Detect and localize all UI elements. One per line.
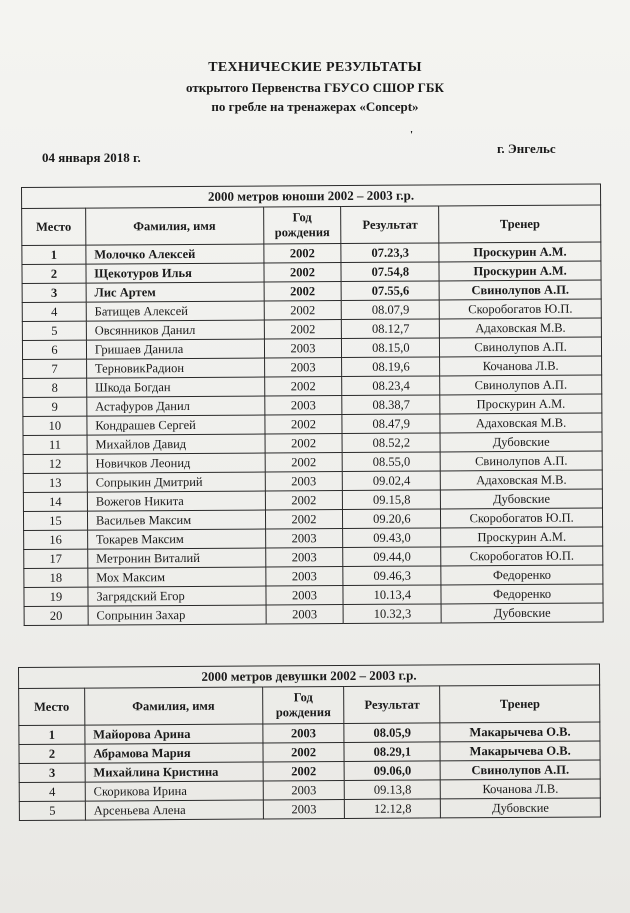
- cell-coach: Проскурин А.М.: [439, 242, 601, 262]
- cell-coach: Проскурин А.М.: [441, 527, 603, 547]
- table-body: [22, 242, 603, 626]
- cell-place: 1: [19, 725, 85, 744]
- cell-result: 08.47,9: [342, 414, 440, 434]
- cell-year: 2003: [265, 567, 343, 586]
- document-subtitle-line1: открытого Первенства ГБУСО СШОР ГБК: [186, 80, 444, 95]
- cell-name: Метронин Виталий: [88, 548, 266, 568]
- table-header-row: [19, 685, 600, 726]
- cell-year: 2002: [265, 453, 343, 472]
- column-header-year: [262, 687, 344, 724]
- cell-result: 09.15,8: [343, 490, 441, 510]
- cell-name: ТерновикРадион: [86, 358, 264, 378]
- column-header-name: Фамилия, имя: [86, 207, 264, 245]
- cell-result: 09.43,0: [343, 528, 441, 548]
- cell-result: 08.19,6: [342, 357, 440, 377]
- cell-name: Астафуров Данил: [87, 396, 265, 416]
- cell-name: Молочко Алексей: [86, 244, 264, 264]
- cell-place: 5: [22, 321, 86, 340]
- table-caption: 2000 метров юноши 2002 – 2003 г.р.: [21, 183, 601, 208]
- cell-place: 8: [23, 378, 87, 397]
- column-header-coach: Тренер: [440, 685, 600, 723]
- cell-coach: Кочанова Л.В.: [440, 356, 602, 376]
- cell-result: 09.44,0: [343, 547, 441, 567]
- cell-coach: Дубовские: [441, 603, 603, 623]
- cell-place: 9: [23, 397, 87, 416]
- cell-year: 2002: [263, 743, 345, 762]
- cell-year: 2002: [264, 320, 342, 339]
- cell-name: Гришаев Данила: [86, 339, 264, 359]
- cell-coach: Свинолупов А.П.: [440, 451, 602, 471]
- cell-result: 08.12,7: [342, 319, 440, 339]
- results-table-boys: [21, 183, 604, 626]
- cell-year: 2003: [262, 724, 344, 743]
- cell-place: 20: [24, 606, 88, 625]
- column-header-result: Результат: [341, 206, 439, 244]
- column-header-year-line2: рождения: [274, 225, 330, 240]
- cell-result: 08.23,4: [342, 376, 440, 396]
- column-header-year-line1: Год: [293, 690, 313, 705]
- cell-result: 09.46,3: [343, 566, 441, 586]
- column-header-coach: Тренер: [439, 205, 601, 243]
- cell-coach: Скоробогатов Ю.П.: [441, 508, 603, 528]
- cell-name: Михайлов Давид: [87, 434, 265, 454]
- cell-result: 09.13,8: [345, 780, 441, 800]
- cell-place: 4: [22, 302, 86, 321]
- cell-result: 08.15,0: [342, 338, 440, 358]
- cell-result: 09.06,0: [345, 761, 441, 781]
- table-row: [19, 798, 600, 821]
- table-caption: 2000 метров девушки 2002 – 2003 г.р.: [18, 663, 600, 688]
- cell-result: 08.38,7: [342, 395, 440, 415]
- cell-place: 11: [23, 435, 87, 454]
- cell-name: Сопрыкин Дмитрий: [87, 472, 265, 492]
- cell-name: Новичков Леонид: [87, 453, 265, 473]
- cell-result: 10.13,4: [343, 585, 441, 605]
- cell-coach: Свинолупов А.П.: [440, 760, 600, 780]
- cell-year: 2002: [264, 415, 342, 434]
- cell-name: Токарев Максим: [87, 529, 265, 549]
- cell-coach: Федоренко: [441, 565, 603, 585]
- document-header: [0, 58, 630, 116]
- cell-year: 2002: [263, 244, 341, 263]
- cell-year: 2002: [264, 263, 342, 282]
- cell-coach: Адаховская М.В.: [440, 413, 602, 433]
- cell-year: 2003: [265, 586, 343, 605]
- cell-year: 2002: [265, 510, 343, 529]
- cell-year: 2003: [264, 396, 342, 415]
- cell-name: Арсеньева Алена: [85, 800, 263, 820]
- cell-result: 07.55,6: [342, 281, 440, 301]
- cell-year: 2002: [265, 491, 343, 510]
- cell-coach: Свинолупов А.П.: [440, 375, 602, 395]
- document-title: ТЕХНИЧЕСКИЕ РЕЗУЛЬТАТЫ: [208, 60, 422, 75]
- cell-coach: Проскурин А.М.: [440, 394, 602, 414]
- column-header-place: Место: [19, 688, 85, 725]
- cell-place: 2: [22, 264, 86, 283]
- cell-name: Вожегов Никита: [87, 491, 265, 511]
- cell-result: 12.12,8: [345, 799, 441, 819]
- cell-place: 13: [23, 473, 87, 492]
- cell-year: 2003: [263, 781, 345, 800]
- cell-name: Абрамова Мария: [85, 743, 263, 763]
- cell-coach: Проскурин А.М.: [439, 261, 601, 281]
- cell-year: 2002: [265, 434, 343, 453]
- cell-coach: Макарычева О.В.: [440, 741, 600, 761]
- cell-coach: Свинолупов А.П.: [439, 280, 601, 300]
- cell-year: 2002: [264, 377, 342, 396]
- cell-place: 15: [23, 511, 87, 530]
- cell-result: 08.05,9: [344, 723, 440, 743]
- cell-result: 08.29,1: [344, 742, 440, 762]
- cell-place: 3: [19, 763, 85, 782]
- cell-place: 1: [22, 245, 86, 264]
- column-header-result: Результат: [344, 686, 440, 724]
- cell-coach: Адаховская М.В.: [440, 318, 602, 338]
- table-body: [19, 722, 601, 821]
- column-header-year: [263, 207, 341, 244]
- column-header-name: Фамилия, имя: [84, 687, 262, 725]
- cell-coach: Скоробогатов Ю.П.: [441, 546, 603, 566]
- cell-name: Щекотуров Илья: [86, 263, 264, 283]
- cell-result: 07.23,3: [341, 243, 439, 263]
- column-header-year-line2: рождения: [275, 705, 331, 720]
- cell-name: Майорова Арина: [85, 724, 263, 744]
- cell-year: 2003: [264, 358, 342, 377]
- cell-name: Кондрашев Сергей: [87, 415, 265, 435]
- cell-year: 2003: [264, 339, 342, 358]
- cell-year: 2003: [265, 548, 343, 567]
- cell-place: 12: [23, 454, 87, 473]
- table-header-row: [22, 205, 601, 246]
- cell-coach: Дубовские: [441, 798, 601, 818]
- cell-place: 6: [22, 340, 86, 359]
- cell-result: 08.52,2: [342, 433, 440, 453]
- cell-place: 4: [19, 782, 85, 801]
- cell-place: 2: [19, 744, 85, 763]
- cell-name: Лис Артем: [86, 282, 264, 302]
- cell-result: 10.32,3: [343, 604, 441, 624]
- cell-name: Овсянников Данил: [86, 320, 264, 340]
- cell-name: Сопрынин Захар: [88, 605, 266, 625]
- cell-name: Васильев Максим: [87, 510, 265, 530]
- cell-name: Скорикова Ирина: [85, 781, 263, 801]
- cell-place: 18: [24, 568, 88, 587]
- column-header-place: Место: [22, 208, 86, 245]
- table-row: [24, 603, 603, 626]
- cell-place: 14: [23, 492, 87, 511]
- pen-mark: ': [410, 129, 414, 141]
- cell-coach: Скоробогатов Ю.П.: [439, 299, 601, 319]
- document-subtitle-line2: по гребле на тренажерах «Concept»: [211, 99, 419, 114]
- cell-coach: Макарычева О.В.: [440, 722, 600, 742]
- cell-year: 2002: [263, 762, 345, 781]
- cell-year: 2003: [263, 800, 345, 819]
- cell-result: 08.55,0: [343, 452, 441, 472]
- cell-place: 16: [24, 530, 88, 549]
- cell-result: 07.54,8: [341, 262, 439, 282]
- cell-coach: Адаховская М.В.: [440, 470, 602, 490]
- results-table-girls: [18, 663, 601, 821]
- cell-coach: Свинолупов А.П.: [440, 337, 602, 357]
- cell-year: 2002: [264, 282, 342, 301]
- cell-result: 08.07,9: [342, 300, 440, 320]
- cell-year: 2003: [265, 529, 343, 548]
- cell-name: Батищев Алексей: [86, 301, 264, 321]
- cell-place: 17: [24, 549, 88, 568]
- event-city: г. Энгельс: [497, 141, 556, 156]
- cell-place: 5: [19, 801, 85, 820]
- cell-place: 10: [23, 416, 87, 435]
- cell-year: 2003: [265, 472, 343, 491]
- cell-name: Михайлина Кристина: [85, 762, 263, 782]
- cell-result: 09.20,6: [343, 509, 441, 529]
- cell-result: 09.02,4: [343, 471, 441, 491]
- column-header-year-line1: Год: [292, 210, 312, 225]
- cell-name: Загрядский Егор: [88, 586, 266, 606]
- cell-coach: Федоренко: [441, 584, 603, 604]
- cell-name: Шкода Богдан: [87, 377, 265, 397]
- cell-name: Мох Максим: [88, 567, 266, 587]
- event-date: 04 января 2018 г.: [42, 150, 141, 165]
- cell-year: 2003: [266, 605, 344, 624]
- cell-year: 2002: [264, 301, 342, 320]
- cell-coach: Кочанова Л.В.: [440, 779, 600, 799]
- cell-coach: Дубовские: [441, 489, 603, 509]
- cell-place: 7: [23, 359, 87, 378]
- cell-place: 19: [24, 587, 88, 606]
- cell-coach: Дубовские: [440, 432, 602, 452]
- cell-place: 3: [22, 283, 86, 302]
